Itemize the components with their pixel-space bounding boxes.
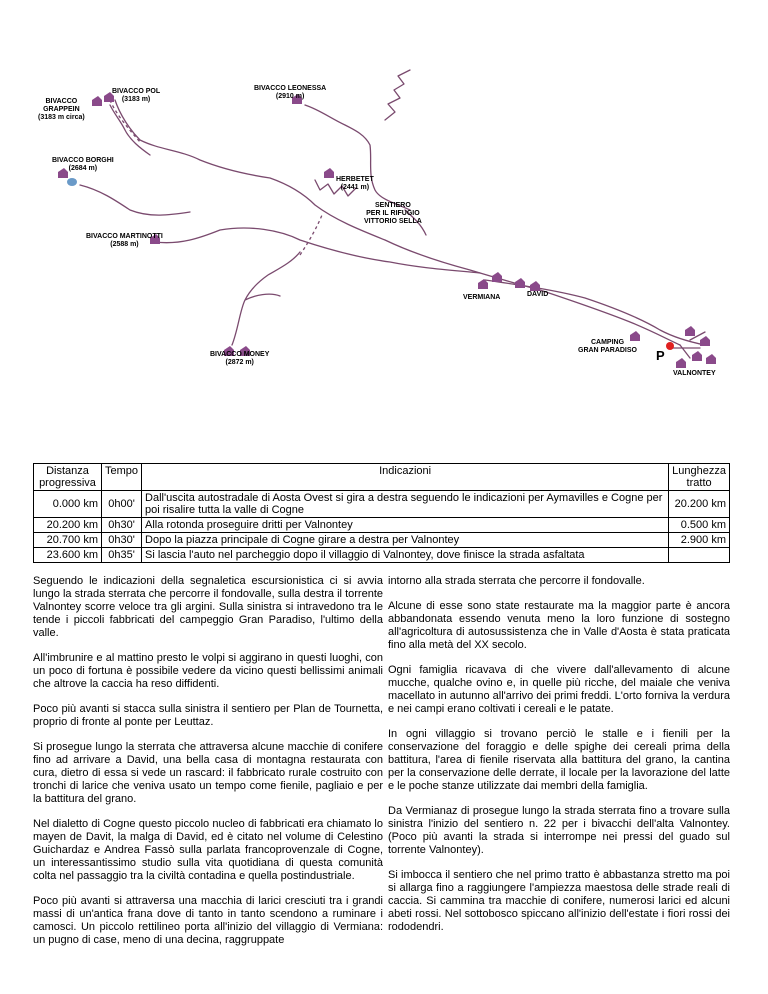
hut-icons bbox=[58, 92, 716, 368]
cell-length bbox=[669, 548, 730, 563]
parking-label: P bbox=[656, 348, 665, 363]
cell-time: 0h35' bbox=[102, 548, 142, 563]
cell-directions: Dall'uscita autostradale di Aosta Ovest si gira a destra seguendo le indicazioni per Aymavilles e Cogne per poi risalire tutta la valle di Cogne bbox=[142, 491, 669, 518]
table-row bbox=[34, 533, 730, 548]
label-text: CAMPING bbox=[590, 339, 625, 346]
cell-directions: Alla rotonda proseguire dritti per Valnontey bbox=[142, 518, 669, 533]
table-row bbox=[34, 518, 730, 533]
label-altitude: (3183 m circa) bbox=[38, 114, 85, 121]
paragraph: Nel dialetto di Cogne questo piccolo nucleo di fabbricati era chiamato lo mayen de Davit, la malga di David, ed è citato nel volume di Celestino Guichardaz e Andrea Fassò sulla parlata francoprovenzale di Cogne, un interessantissimo studio sulla vita quotidiana di questa comunità colta nel passaggio tra la civiltà contadina e quella postindustriale. bbox=[33, 818, 383, 882]
borghi-trail bbox=[80, 185, 190, 215]
text-column-left bbox=[33, 575, 383, 959]
label-altitude: (2910 m) bbox=[275, 93, 305, 100]
label-text: PER IL RIFUGIO bbox=[366, 210, 420, 217]
label-bivacco-leonessa bbox=[254, 85, 326, 101]
parking-marker bbox=[666, 342, 674, 350]
label-text: VITTORIO SELLA bbox=[364, 218, 422, 225]
cell-time: 0h30' bbox=[102, 518, 142, 533]
hut-icon bbox=[700, 336, 710, 346]
hut-icon bbox=[676, 358, 686, 368]
label-bivacco-martinotti bbox=[86, 233, 163, 249]
label-text: VALNONTEY bbox=[673, 370, 716, 377]
route-table bbox=[33, 463, 730, 563]
hut-icon bbox=[706, 354, 716, 364]
martinotti-trail bbox=[155, 228, 480, 273]
table-header-row bbox=[34, 464, 730, 491]
label-text: GRAN PARADISO bbox=[578, 347, 637, 354]
hut-icon bbox=[92, 96, 102, 106]
label-text: BIVACCO LEONESSA bbox=[254, 85, 327, 92]
money-trail bbox=[232, 252, 300, 345]
label-bivacco-borghi bbox=[52, 157, 114, 173]
paragraph: Da Vermianaz di prosegue lungo la strada sterrata fino a trovare sulla sinistra l'inizio del sentiero n. 22 per i bivacchi dell'alta Valnontey. (Poco più avanti la strada si interrompe nei pressi del guado sul torrente Valnontey). bbox=[388, 805, 730, 856]
table-row bbox=[34, 491, 730, 518]
cell-directions: Dopo la piazza principale di Cogne girare a destra per Valnontey bbox=[142, 533, 669, 548]
label-altitude: (2588 m) bbox=[110, 241, 139, 248]
paragraph: Seguendo le indicazioni della segnaletica escursionistica ci si avvia lungo la strada sterrata che percorre il fondovalle, sulla destra il torrente Valnontey scorre veloce tra gli argini. Sulla sinistra si intravedono tra le tende i piccoli fabbricati del campeggio Gran Paradiso, l'ultimo della valle. bbox=[33, 575, 383, 639]
label-bivacco-money bbox=[210, 351, 269, 367]
paragraph: All'imbrunire e al mattino presto le volpi si aggirano in questi luoghi, con un poco di fortuna è possibile vedere da vicino questi bellissimi animali che altrove la caccia ha reso diffidenti. bbox=[33, 652, 383, 690]
label-camping bbox=[578, 339, 637, 355]
label-text: VERMIANA bbox=[463, 294, 501, 301]
table-row bbox=[34, 548, 730, 563]
header-length: Lunghezza tratto bbox=[669, 464, 730, 491]
hut-icon bbox=[492, 272, 502, 282]
cell-distance: 0.000 km bbox=[34, 491, 102, 518]
hut-icon bbox=[530, 281, 540, 291]
label-text: BIVACCO POL bbox=[112, 88, 161, 95]
dashed-trail-2 bbox=[300, 215, 322, 255]
hut-icon bbox=[685, 326, 695, 336]
label-text: BIVACCO MONEY bbox=[210, 351, 270, 358]
hut-icon bbox=[692, 351, 702, 361]
label-bivacco-grappein bbox=[38, 98, 85, 122]
cell-time: 0h00' bbox=[102, 491, 142, 518]
east-trail bbox=[485, 280, 705, 345]
paragraph: Alcune di esse sono state restaurate ma la maggior parte è ancora abbandonata essendo venuta meno la loro funzione di sostegno all'agricoltura di autosussistenza che in Valle d'Aosta è stata praticata fino alla metà del XX secolo. bbox=[388, 600, 730, 651]
label-text: BIVACCO BORGHI bbox=[52, 157, 114, 164]
label-altitude: (2441 m) bbox=[340, 184, 370, 191]
label-herbetet bbox=[336, 176, 374, 192]
cell-distance: 20.200 km bbox=[34, 518, 102, 533]
label-text: SENTIERO bbox=[375, 202, 411, 209]
label-text: BIVACCO bbox=[45, 98, 78, 105]
label-text: BIVACCO MARTINOTTI bbox=[86, 233, 163, 240]
leonessa-trail bbox=[305, 105, 410, 210]
hut-icon bbox=[515, 278, 525, 288]
hut-icon bbox=[324, 168, 334, 178]
leonessa-switchbacks bbox=[385, 70, 410, 120]
paragraph: In ogni villaggio si trovano perciò le stalle e i fienili per la conservazione del foraggio e delle spighe dei cereali prima della battitura, l'area di fienile riservata alla battitura del grano, la cantina per la conservazione delle derrate, il locale per la lavorazione del latte e le poche stanze utilizzate dai membri della famiglia. bbox=[388, 728, 730, 792]
paragraph: Poco più avanti si stacca sulla sinistra il sentiero per Plan de Tournetta, proprio di fronte al ponte per Leuttaz. bbox=[33, 703, 383, 728]
header-time: Tempo bbox=[102, 464, 142, 491]
label-vermiana bbox=[463, 294, 500, 302]
lake-icon bbox=[67, 178, 77, 186]
label-valnontey bbox=[673, 370, 716, 378]
cell-length: 0.500 km bbox=[669, 518, 730, 533]
trail-map bbox=[0, 0, 768, 440]
cell-time: 0h30' bbox=[102, 533, 142, 548]
cell-length: 2.900 km bbox=[669, 533, 730, 548]
label-bivacco-pol bbox=[112, 88, 160, 104]
header-distance: Distanza progressiva bbox=[34, 464, 102, 491]
label-altitude: (2872 m) bbox=[225, 359, 254, 366]
paragraph: Si imbocca il sentiero che nel primo tratto è abbastanza stretto ma poi si allarga fino a raggiungere l'ampiezza maestosa delle strade reali di caccia. Si cammina tra macchie di conifere, numerosi larici ed alcuni abeti rossi. Nel sottobosco spiccano all'inizio dell'estate i fiori rossi dei rododendri. bbox=[388, 869, 730, 933]
label-david bbox=[527, 291, 548, 299]
header-directions: Indicazioni bbox=[142, 464, 669, 491]
label-text: DAVID bbox=[527, 291, 549, 298]
label-text: HERBETET bbox=[336, 176, 374, 183]
label-sentiero-sella bbox=[364, 202, 422, 226]
cell-distance: 20.700 km bbox=[34, 533, 102, 548]
paragraph: Ogni famiglia ricavava di che vivere dall'allevamento di alcune mucche, qualche ovino e, in quelle più ricche, del maiale che veniva macellato in autunno all'arrivo dei primi freddi. L'orto forniva la verdura e nei campi erano coltivati i cereali e le patate. bbox=[388, 664, 730, 715]
paragraph: Poco più avanti si attraversa una macchia di larici cresciuti tra i grandi massi di un'antica frana dove di tanto in tanto scendono a ruminare i camosci. Un piccolo rettilineo porta all'inizio del villaggio di Vermiana: un pugno di case, meno di una decina, raggruppate bbox=[33, 895, 383, 946]
cell-directions: Si lascia l'auto nel parcheggio dopo il villaggio di Valnontey, dove finisce la strada asfaltata bbox=[142, 548, 669, 563]
label-altitude: (3183 m) bbox=[121, 96, 151, 103]
label-text: GRAPPEIN bbox=[43, 106, 80, 113]
paragraph: Si prosegue lungo la sterrata che attraversa alcune macchie di conifere fino ad arrivare a David, una bella casa di montagna restaurata con cura, dietro di essa si vede un rascard: il fabbricato rurale costruito con tronchi di larice che veniva usato un tempo come fienile, pagliaio e per la battitura del grano. bbox=[33, 741, 383, 805]
label-altitude: (2684 m) bbox=[68, 165, 98, 172]
text-column-right bbox=[388, 575, 730, 946]
paragraph: intorno alla strada sterrata che percorre il fondovalle. bbox=[388, 575, 645, 587]
cell-distance: 23.600 km bbox=[34, 548, 102, 563]
cell-length: 20.200 km bbox=[669, 491, 730, 518]
